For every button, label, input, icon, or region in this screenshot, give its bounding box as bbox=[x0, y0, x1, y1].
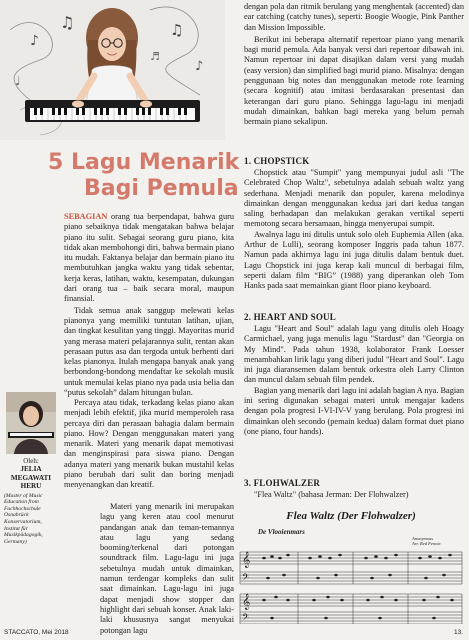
article-title bbox=[40, 150, 240, 202]
lead-keyword: SEBAGIAN bbox=[64, 212, 108, 221]
section-heading-chopstick: 1. CHOPSTICK bbox=[244, 156, 310, 166]
sheet-music bbox=[238, 510, 464, 624]
author-credentials: (Master of Music Education from Fachhochschule Osnabrück Konservatorium, Institut für Musikpädagogik, Germany) bbox=[4, 492, 43, 545]
svg-text:♩: ♩ bbox=[15, 74, 21, 88]
section-flohwalzer-body bbox=[244, 490, 464, 500]
section-chopstick-body bbox=[244, 168, 464, 292]
footer-magazine-issue: STACCATO, Mei 2018 bbox=[4, 629, 69, 636]
left-column-bottom bbox=[100, 502, 234, 636]
score-credit bbox=[412, 536, 462, 546]
heart-soul-paragraph-2: Bagian yang menarik dari lagu ini adalah bagian A nya. Bagian ini sering digunakan sebagai materi untuk mengajar kadens dengan pola progresi I-VI-IV-V yang berulang. Pola progresi ini dimainkan oleh secondo (pemain kedua) dalam format duet piano (one piano, four hands). bbox=[244, 385, 464, 436]
svg-text:𝄞: 𝄞 bbox=[242, 594, 251, 610]
chopstick-paragraph-1: Chopstick atau "Sumpit" yang mempunyai judul asli "The Celebrated Chop Waltz", sebetulnya adalah sebuah waltz yang sederhana. Menjadi menarik dan populer, karena melodinya dimainkan dengan menggunakan kedua jari dari kedua tangan saling berhadapan dan melakukan gerakan vertikal seperti memotong secara bersamaan, hingga menyerupai sumpit. bbox=[244, 168, 464, 229]
heart-soul-paragraph-1: Lagu "Heart and Soul" adalah lagu yang ditulis oleh Hoagy Carmichael, yang juga menulis lagu "Stardust" dan "Georgia on My Mind". Pada tahun 1938, kolaborator Frank Loesser menambahkan lirik lagu yang diberi judul "Heart and Soul". Lagu ini juga diaransemen dalam bentuk orkestra oleh Larry Clinton dan muncul dalam sebuah film pendek. bbox=[244, 324, 464, 385]
author-info bbox=[4, 458, 58, 545]
score-subtitle: De Vlooienmars bbox=[258, 528, 305, 536]
section-heart-and-soul-body bbox=[244, 324, 464, 437]
author-by-label: Oleh: bbox=[23, 457, 39, 465]
svg-text:♬: ♬ bbox=[150, 50, 160, 63]
footer-page-number: 13. bbox=[453, 629, 463, 636]
svg-text:𝄢: 𝄢 bbox=[242, 612, 250, 624]
section-heading-flohwalzer: 3. FLOHWALZER bbox=[244, 478, 321, 488]
section-heading-heart-and-soul: 2. HEART AND SOUL bbox=[244, 312, 336, 322]
music-staves bbox=[238, 548, 464, 624]
score-title: Flea Waltz (Der Flohwalzer) bbox=[286, 510, 416, 522]
paragraph-1 bbox=[64, 212, 234, 305]
girl-piano-illustration bbox=[0, 0, 225, 140]
author-name-line-1: JELIA bbox=[20, 465, 42, 474]
right-paragraph-2: Berikut ini beberapa alternatif repertoar piano yang menarik bagi murid pemula. Ada banyak versi dari repertoar dibawah ini. Namun repertoar ini dapat disajikan dalam versi yang mudah (easy version) dan simplified bagi murid piano. Misalnya: dengan penggunaan big notes dan menggunakan metode rote learning (secara kognitif) atau imitasi berdasarakan presentasi dan keterangan dari guru piano. Sehingga lagu-lagu ini menjadi mudah dimainkan, bahkan bagi mereka yang belum pernah bermain piano sekalipun. bbox=[244, 34, 464, 127]
page-footer bbox=[0, 628, 469, 640]
right-column-intro bbox=[244, 2, 464, 128]
right-paragraph-1: dengan pola dan ritmik berulang yang menghentak (accented) dan ear catching (catchy tunes), seperti: Boogie Woogie, Pink Panther dan Mission Impossible. bbox=[244, 2, 464, 32]
paragraph-3: Percaya atau tidak, terkadang kelas piano akan menjadi lebih efektif, jika murid memperoleh rasa percaya diri dan perasaan bahagia dalam bermain piano. How? Dengan menggunakan materi yang menarik. Materi yang menarik dapat memotivasi dan menginspirasi para siswa piano. Dengan adanya materi yang menarik bukan mustahil kelas piano berubah dari sulit dan boring menjadi menyenangkan dan kreatif. bbox=[64, 398, 234, 490]
svg-text:♫: ♫ bbox=[170, 21, 184, 39]
paragraph-1-text: orang tua berpendapat, bahwa guru piano sebaiknya tidak mengatakan bahwa belajar piano itu sulit. Sebagai seorang guru piano, kita tidak akan membohongi diri, bahwa bermain piano itu mudah. Faktanya belajar dan bermain piano itu membutuhkan jangka waktu yang tidak sebentar, kerja keras, latihan, waktu, kesempatan, dukungan dari orang tua – baik secara moral, maupun finansial. bbox=[64, 212, 234, 304]
hero-illustration bbox=[0, 0, 225, 140]
svg-text:♪: ♪ bbox=[30, 33, 39, 49]
left-column-lower bbox=[64, 398, 234, 491]
svg-text:𝄞: 𝄞 bbox=[242, 552, 251, 568]
score-credit-composer: Anonymous bbox=[412, 536, 433, 541]
flohwalzer-paragraph: "Flea Waltz" (bahasa Jerman: Der Flohwalzer) bbox=[254, 490, 409, 499]
svg-text:𝄢: 𝄢 bbox=[242, 572, 250, 585]
paragraph-2: Tidak semua anak sanggup melewati kelas pianonya yang memiliki tuntutan latihan, ujian, dan tingkat kesulitan yang tinggi. Mayoritas murid yang merasa materi pelajarannya sulit, rentan akan perasaan putus asa dan tergoda untuk berhenti dari kelas pianonya. Itulah mengapa banyak anak yang berbondong-bondong mendaftar ke sekolah musik untuk memulai kelas piano nya pada usia belia dan “putus sekolah” dalam hitungan bulan. bbox=[64, 305, 234, 398]
score-credit-arranger: Arr. Red Fenoix bbox=[412, 541, 441, 547]
svg-text:♫: ♫ bbox=[60, 13, 75, 32]
author-name-line-2: MEGAWATI HERU bbox=[10, 473, 52, 491]
svg-text:♪: ♪ bbox=[195, 59, 204, 74]
left-column-upper bbox=[64, 212, 234, 398]
title-line-2: Bagi Pemula bbox=[84, 176, 239, 201]
paragraph-4: Materi yang menarik ini merupakan lagu yang keren atau cool menurut pandangan anak dan teman-temannya atau lagu yang sedang booming/terkenal dari potongan soundtrack film. Lagu-lagu ini juga sebetulnya mudah untuk dimainkan, namun terdengar kompleks dan sulit saat dimainkan. Lagu-lagu ini juga dapat menjadi show stopper dan highlight dari sebuah konser. Anak laki-laki khususnya sangat menyukai potongan lagu bbox=[100, 502, 234, 635]
chopstick-paragraph-2: Awalnya lagu ini ditulis untuk solo oleh Euphemia Allen (aka. Arthur de Lulli), seorang komposer Inggris pada tahun 1877. Namun pada akhirnya lagu ini juga ditulis dalam bentuk duet. Lagu Chopstick ini juga kerap kali muncul di berbagai film, seperti dalam film “BIG” (1988) yang diperankan oleh Tom Hanks pada saat memainkan giant floor piano keyboard. bbox=[244, 229, 464, 291]
author-photo bbox=[6, 392, 56, 454]
title-line-1: 5 Lagu Menarik bbox=[48, 150, 240, 175]
